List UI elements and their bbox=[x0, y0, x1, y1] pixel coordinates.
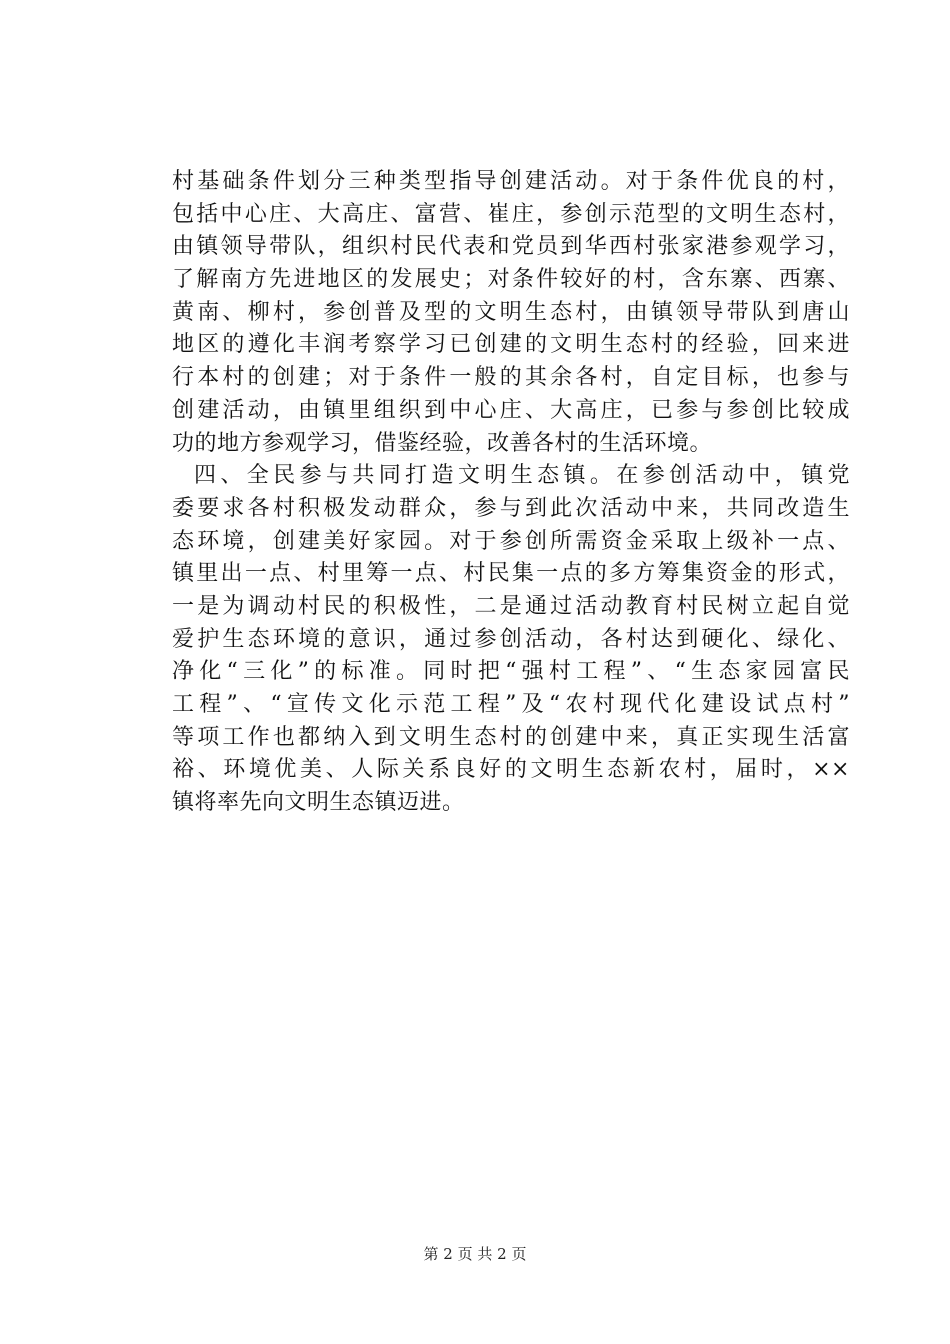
paragraph-heading-line: 四、全民参与共同打造文明生态镇。在参创活动中，镇党 bbox=[194, 463, 850, 489]
page-number-footer: 第 2 页 共 2 页 bbox=[423, 1245, 527, 1263]
text-line: 了解南方先进地区的发展史；对条件较好的村，含东寨、西寨、 bbox=[172, 267, 850, 293]
text-line: 工程”、“宣传文化示范工程”及“农村现代化建设试点村” bbox=[172, 692, 850, 717]
text-line: 黄南、柳村，参创普及型的文明生态村，由镇领导带队到唐山 bbox=[172, 299, 850, 325]
text-line: 态环境，创建美好家园。对于参创所需资金采取上级补一点、 bbox=[172, 528, 850, 554]
text-line: 由镇领导带队，组织村民代表和党员到华西村张家港参观学习， bbox=[172, 234, 850, 260]
text-line: 功的地方参观学习，借鉴经验，改善各村的生活环境。 bbox=[172, 430, 713, 456]
text-line: 创建活动，由镇里组织到中心庄、大高庄，已参与参创比较成 bbox=[172, 397, 850, 423]
text-line: 净化“三化”的标准。同时把“强村工程”、“生态家园富民 bbox=[172, 659, 850, 685]
text-line: 一是为调动村民的积极性，二是通过活动教育村民树立起自觉 bbox=[172, 593, 850, 619]
text-line: 等项工作也都纳入到文明生态村的创建中来，真正实现生活富 bbox=[172, 724, 850, 750]
text-line: 村基础条件划分三种类型指导创建活动。对于条件优良的村， bbox=[172, 169, 850, 194]
text-line: 裕、环境优美、人际关系良好的文明生态新农村，届时，×× bbox=[172, 757, 850, 783]
text-line: 行本村的创建；对于条件一般的其余各村，自定目标，也参与 bbox=[172, 365, 850, 391]
text-line: 地区的遵化丰润考察学习已创建的文明生态村的经验，回来进 bbox=[172, 332, 850, 358]
document-body bbox=[172, 166, 850, 820]
text-line: 包括中心庄、大高庄、富营、崔庄，参创示范型的文明生态村， bbox=[172, 201, 850, 227]
text-line: 镇里出一点、村里筹一点、村民集一点的多方筹集资金的形式， bbox=[172, 561, 850, 587]
text-line: 爱护生态环境的意识，通过参创活动，各村达到硬化、绿化、 bbox=[172, 626, 850, 652]
text-line: 委要求各村积极发动群众，参与到此次活动中来，共同改造生 bbox=[172, 495, 850, 521]
text-line: 镇将率先向文明生态镇迈进。 bbox=[172, 790, 465, 816]
